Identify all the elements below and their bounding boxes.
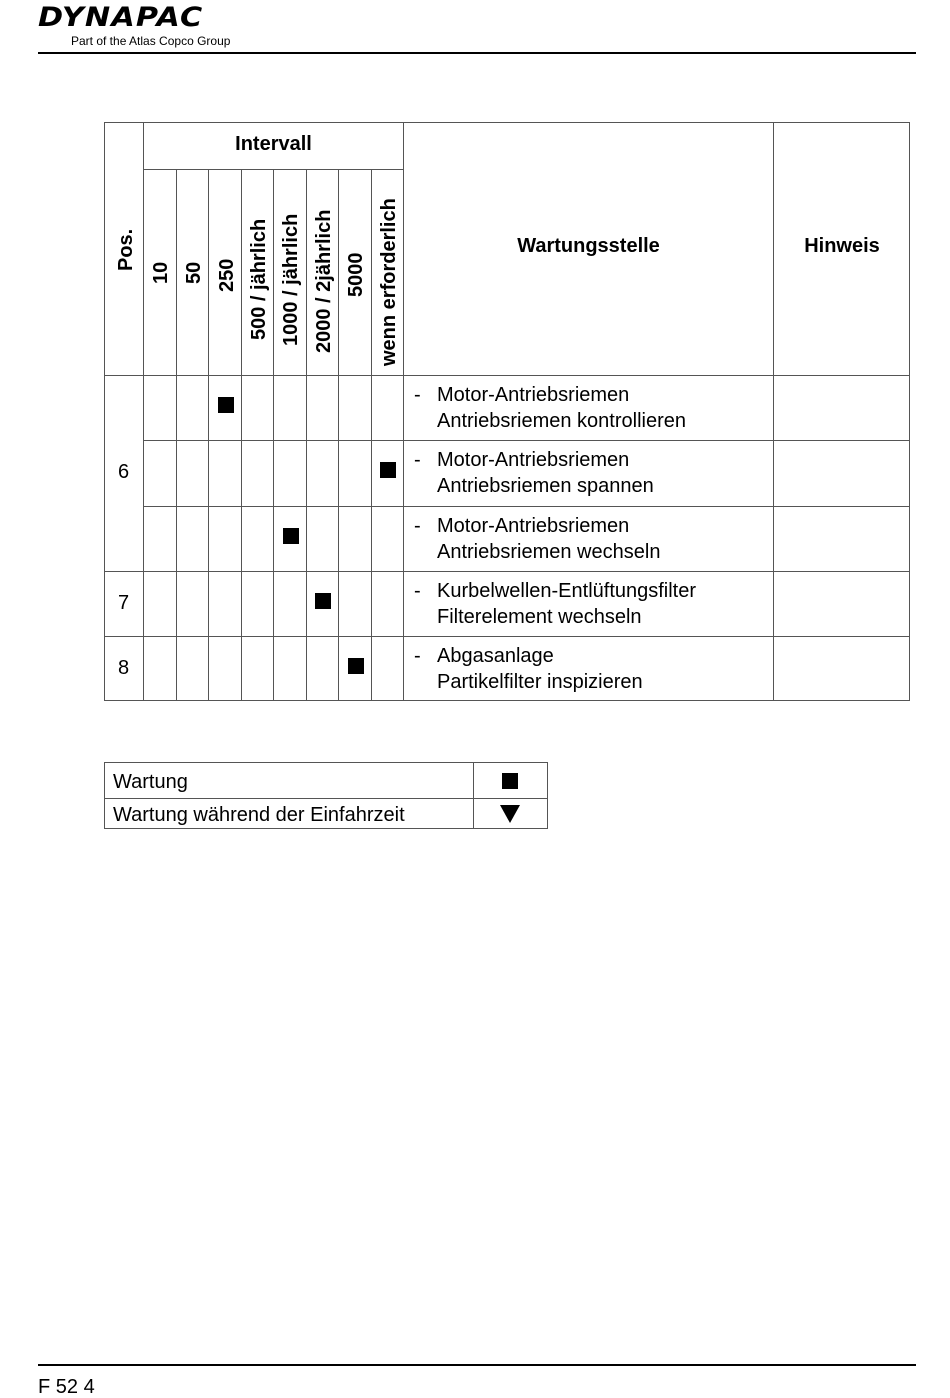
legend-symbol-cell [473, 798, 548, 829]
maintenance-description [437, 382, 686, 434]
interval-label-250: 250 [216, 258, 238, 292]
interval-col-1000 [273, 169, 306, 375]
maintenance-description [437, 447, 654, 499]
interval-cell [338, 506, 371, 571]
legend-right-border [547, 762, 548, 829]
table-row-4-point [403, 571, 773, 636]
interval-cell [143, 506, 176, 571]
pos-header: Pos. [115, 228, 137, 271]
interval-cell [143, 440, 176, 506]
legend-label-cell [104, 762, 473, 798]
legend-table [104, 762, 548, 829]
maintenance-action: Filterelement wechseln [437, 606, 642, 628]
interval-label-500: 500 / jährlich [248, 218, 270, 340]
interval-label-2000: 2000 / 2jährlich [313, 209, 335, 353]
interval-cell [241, 375, 273, 440]
interval-cell [208, 636, 241, 701]
maintenance-table [104, 122, 910, 701]
maintenance-action: Antriebsriemen kontrollieren [437, 410, 687, 432]
interval-cell [208, 571, 241, 636]
component-name: Motor-Antriebsriemen [437, 449, 630, 471]
footer-rule [38, 1364, 916, 1366]
interval-cell [241, 506, 273, 571]
table-row-3-point [403, 506, 773, 571]
legend-label-cell [104, 798, 473, 829]
table-row-3-note [773, 506, 910, 571]
interval-cell [371, 571, 403, 636]
bullet-dash: - [414, 645, 421, 667]
maintenance-point-header-cell [403, 122, 773, 375]
interval-col-250 [208, 169, 241, 375]
interval-cell [176, 440, 208, 506]
interval-cell [338, 375, 371, 440]
table-row-2-note [773, 440, 910, 506]
maintenance-square-icon [502, 773, 518, 789]
pos-cell-7 [104, 571, 143, 636]
maintenance-description [437, 513, 660, 565]
interval-label-50: 50 [183, 261, 205, 284]
interval-cell [143, 375, 176, 440]
interval-header-cell [143, 122, 403, 169]
maintenance-description [437, 643, 643, 695]
brand-tagline: Part of the Atlas Copco Group [71, 34, 231, 48]
maintenance-description [437, 578, 696, 630]
interval-col-5000 [338, 169, 371, 375]
break-in-triangle-icon [500, 805, 520, 823]
interval-cell [338, 636, 371, 701]
maintenance-point-header: Wartungsstelle [517, 235, 660, 257]
interval-col-as-needed [371, 169, 403, 375]
pos-cell-8 [104, 636, 143, 701]
interval-col-500 [241, 169, 273, 375]
interval-cell [273, 506, 306, 571]
interval-cell [241, 636, 273, 701]
interval-cell [208, 440, 241, 506]
maintenance-action: Partikelfilter inspizieren [437, 671, 643, 693]
interval-header: Intervall [235, 133, 312, 155]
interval-cell [176, 636, 208, 701]
table-row-5-note [773, 636, 910, 701]
interval-cell [371, 375, 403, 440]
interval-label-5000: 5000 [345, 252, 367, 297]
note-header: Hinweis [804, 235, 880, 257]
interval-label-10: 10 [150, 261, 172, 284]
bullet-dash: - [414, 515, 421, 537]
pos-number-6: 6 [118, 461, 130, 483]
interval-cell [241, 571, 273, 636]
interval-cell [306, 506, 338, 571]
interval-cell [338, 440, 371, 506]
legend-label-break-in: Wartung während der Einfahrzeit [113, 804, 405, 826]
maintenance-square-icon [380, 462, 396, 478]
legend-label-maintenance: Wartung [113, 771, 188, 793]
table-row-1-point [403, 375, 773, 440]
maintenance-action: Antriebsriemen spannen [437, 475, 654, 497]
interval-cell [306, 571, 338, 636]
maintenance-square-icon [348, 658, 364, 674]
table-row-4-note [773, 571, 910, 636]
maintenance-square-icon [315, 593, 331, 609]
table-right-border [909, 122, 910, 701]
pos-number-7: 7 [118, 592, 130, 614]
table-bottom-border [104, 700, 910, 701]
bullet-dash: - [414, 449, 421, 471]
bullet-dash: - [414, 580, 421, 602]
interval-cell [208, 375, 241, 440]
maintenance-square-icon [218, 397, 234, 413]
interval-label-as-needed: wenn erforderlich [378, 198, 400, 366]
table-row-2-point [403, 440, 773, 506]
interval-cell [371, 440, 403, 506]
interval-cell [338, 571, 371, 636]
bullet-dash: - [414, 384, 421, 406]
page-code: F 52 4 [38, 1376, 95, 1398]
pos-cell-6 [104, 375, 143, 571]
interval-cell [306, 440, 338, 506]
table-row-5-point [403, 636, 773, 701]
interval-cell [371, 506, 403, 571]
interval-col-50 [176, 169, 208, 375]
interval-cell [208, 506, 241, 571]
maintenance-square-icon [283, 528, 299, 544]
pos-number-8: 8 [118, 657, 130, 679]
component-name: Abgasanlage [437, 645, 554, 667]
interval-cell [176, 506, 208, 571]
header-rule [38, 52, 916, 54]
interval-col-2000 [306, 169, 338, 375]
interval-cell [306, 375, 338, 440]
interval-cell [176, 375, 208, 440]
pos-header-cell [104, 122, 143, 375]
legend-symbol-cell [473, 762, 548, 798]
component-name: Kurbelwellen-Entlüftungsfilter [437, 580, 697, 602]
interval-cell [306, 636, 338, 701]
note-header-cell [773, 122, 910, 375]
maintenance-action: Antriebsriemen wechseln [437, 541, 661, 563]
interval-col-10 [143, 169, 176, 375]
interval-cell [176, 571, 208, 636]
interval-cell [273, 375, 306, 440]
brand-name: DYNAPAC [38, 2, 204, 33]
interval-cell [273, 636, 306, 701]
interval-cell [273, 571, 306, 636]
interval-cell [273, 440, 306, 506]
interval-cell [143, 571, 176, 636]
component-name: Motor-Antriebsriemen [437, 384, 630, 406]
interval-cell [241, 440, 273, 506]
table-row-1-note [773, 375, 910, 440]
dynapac-logo [38, 4, 278, 48]
interval-label-1000: 1000 / jährlich [280, 213, 302, 346]
component-name: Motor-Antriebsriemen [437, 515, 630, 537]
interval-cell [371, 636, 403, 701]
legend-bottom-border [104, 828, 548, 829]
interval-cell [143, 636, 176, 701]
